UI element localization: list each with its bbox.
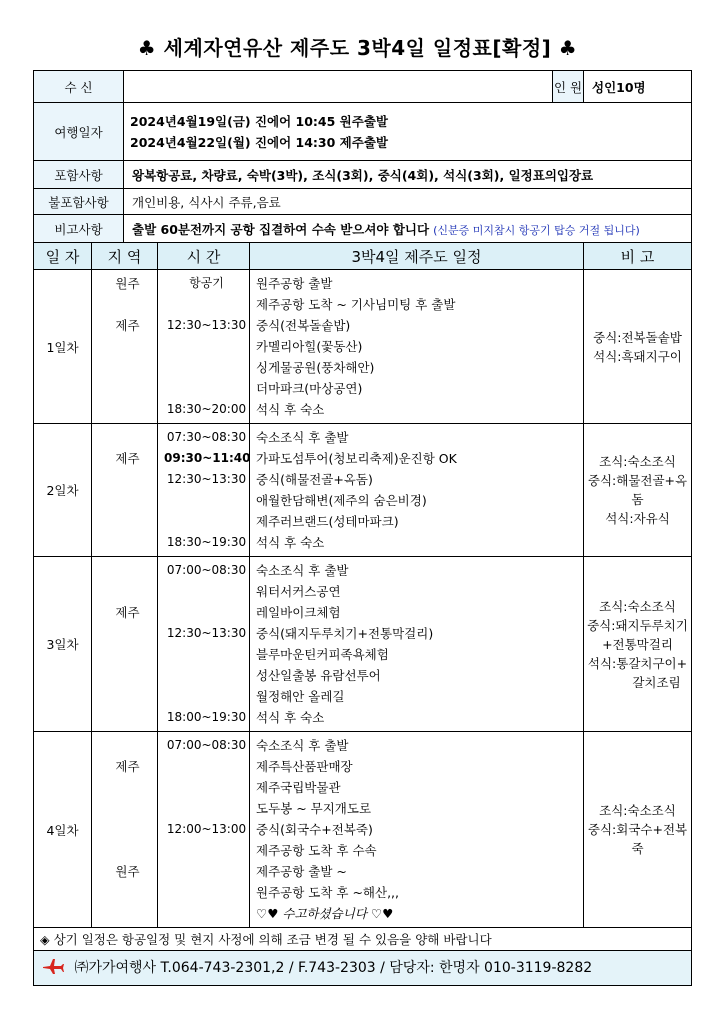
schedule-item: 원주공항 출발 — [256, 276, 333, 291]
remarks-text: 출발 60분전까지 공항 집결하여 수속 받으셔야 합니다 — [132, 221, 430, 237]
included-row — [34, 161, 692, 189]
schedule-item: 중식(회국수+전복죽) — [256, 822, 373, 837]
time-line — [164, 644, 249, 665]
region-line: 제주 — [115, 759, 140, 774]
schedule-item: 제주국립박물관 — [256, 780, 341, 795]
region-line — [98, 427, 157, 448]
region-line — [98, 777, 157, 798]
region-line — [98, 686, 157, 707]
region-line — [98, 378, 157, 399]
time-line — [164, 294, 249, 315]
region-line — [98, 581, 157, 602]
day-remarks — [584, 557, 692, 732]
region-line — [98, 798, 157, 819]
schedule-item: 도두봉 ~ 무지개도로 — [256, 801, 372, 816]
remark-line: 석식:자유식 — [605, 511, 670, 526]
time-line — [164, 686, 249, 707]
region-line — [98, 560, 157, 581]
day-label: 4일차 — [34, 732, 92, 928]
time-line — [164, 777, 249, 798]
people-value: 성인10명 — [584, 71, 692, 103]
day-schedule — [250, 270, 584, 424]
remark-line: 중식:회국수+전복죽 — [587, 822, 688, 856]
col-header-region: 지 역 — [92, 243, 158, 270]
notice-row — [34, 928, 692, 951]
recipient-row — [34, 71, 692, 103]
remark-line: 석식:흑돼지구이 — [593, 348, 682, 364]
schedule-item: 레일바이크체험 — [256, 605, 341, 620]
day-label: 2일차 — [34, 424, 92, 557]
time-line — [164, 336, 249, 357]
region-line: 제주 — [115, 451, 140, 466]
schedule-item: 워터서커스공연 — [256, 584, 341, 599]
day-remarks — [584, 732, 692, 928]
time-line: 12:00~13:00 — [166, 822, 247, 836]
travel-date-line: 2024년4월19일(금) 진에어 10:45 원주출발 — [130, 113, 388, 129]
region-line — [98, 840, 157, 861]
schedule-item: 성산일출봉 유람선투어 — [256, 668, 381, 683]
day-regions — [92, 270, 158, 424]
day-label: 1일차 — [34, 270, 92, 424]
time-line: 18:30~19:30 — [166, 535, 247, 549]
time-line — [164, 511, 249, 532]
schedule-item: 석식 후 숙소 — [256, 535, 325, 550]
remark-line: 조식:숙소조식 — [599, 454, 676, 469]
itinerary-table — [33, 70, 692, 986]
time-line — [164, 840, 249, 861]
day-row — [34, 270, 692, 424]
region-line: 제주 — [115, 318, 140, 333]
remarks-value — [124, 215, 692, 243]
region-line — [98, 903, 157, 924]
day-regions — [92, 424, 158, 557]
schedule-item: 블루마운틴커피족욕체험 — [256, 647, 389, 662]
remark-line: 중식:돼지두루치기 — [587, 617, 688, 633]
region-line — [98, 490, 157, 511]
region-line — [98, 665, 157, 686]
time-line: 18:00~19:30 — [166, 710, 247, 724]
time-line — [164, 581, 249, 602]
day-schedule — [250, 424, 584, 557]
region-line — [98, 532, 157, 553]
excluded-value: 개인비용, 식사시 주류,음료 — [124, 189, 692, 215]
remark-line: 석식:통갈치구이+ — [587, 655, 688, 671]
footer-text: ㈜가가여행사 T.064-743-2301,2 / F.743-2303 / 담당자: 한명자 010-3119-8282 — [74, 960, 593, 976]
region-line — [98, 294, 157, 315]
schedule-item: 중식(전복돌솥밥) — [256, 318, 351, 333]
travel-date-line: 2024년4월22일(월) 진에어 14:30 제주출발 — [130, 134, 388, 150]
time-line — [164, 903, 249, 924]
time-line: 12:30~13:30 — [166, 626, 247, 640]
region-line — [98, 735, 157, 756]
footer — [34, 951, 692, 986]
remarks-row — [34, 215, 692, 243]
day-remarks — [584, 270, 692, 424]
day-row — [34, 424, 692, 557]
schedule-item: 가파도섬투어(청보리축제)운진항 OK — [256, 451, 457, 466]
region-line — [98, 336, 157, 357]
time-line — [164, 490, 249, 511]
day-remarks — [584, 424, 692, 557]
day-times — [158, 424, 250, 557]
travel-date-label: 여행일자 — [34, 103, 124, 161]
time-line: 07:30~08:30 — [166, 430, 247, 444]
notice-text: ◈ 상기 일정은 항공일정 및 현지 사정에 의해 조금 변경 될 수 있음을 양해 바랍니다 — [34, 928, 692, 951]
day-times — [158, 557, 250, 732]
schedule-item: 숙소조식 후 출발 — [256, 563, 349, 578]
travel-dates — [124, 103, 692, 161]
region-line — [98, 469, 157, 490]
region-line: 제주 — [115, 605, 140, 620]
day-row — [34, 732, 692, 928]
time-line — [164, 602, 249, 623]
col-header-remarks: 비 고 — [584, 243, 692, 270]
included-value: 왕복항공료, 차량료, 숙박(3박), 조식(3회), 중식(4회), 석식(3회), 일정표의입장료 — [124, 161, 692, 189]
region-line — [98, 707, 157, 728]
column-header-row — [34, 243, 692, 270]
footer-row — [34, 951, 692, 986]
page-title: ♣ 세계자연유산 제주도 3박4일 일정표[확정] ♣ — [137, 36, 578, 60]
remark-line: 갈치조림 — [632, 674, 681, 690]
excluded-row — [34, 189, 692, 215]
region-line — [98, 882, 157, 903]
schedule-item: 애월한담해변(제주의 숨은비경) — [256, 493, 427, 508]
day-row — [34, 557, 692, 732]
region-line — [98, 511, 157, 532]
schedule-item: 중식(해물전골+옥돔) — [256, 472, 373, 487]
col-header-time: 시 간 — [158, 243, 250, 270]
schedule-item: 중식(돼지두루치기+전통막걸리) — [256, 626, 434, 641]
schedule-item: 제주러브랜드(성테마파크) — [256, 514, 399, 529]
day-schedule — [250, 557, 584, 732]
day-times — [158, 270, 250, 424]
time-line: 09:30~11:40 — [164, 451, 251, 465]
schedule-item: 제주공항 도착 ~ 기사님미팅 후 출발 — [256, 297, 456, 312]
remark-line: 중식:해물전골+옥돔 — [587, 473, 688, 507]
region-line — [98, 644, 157, 665]
time-line: 항공기 — [189, 276, 224, 290]
schedule-item: 제주특산품판매장 — [256, 759, 353, 774]
col-header-day: 일 자 — [34, 243, 92, 270]
airplane-icon — [42, 957, 64, 979]
recipient-value — [124, 71, 553, 103]
time-line: 07:00~08:30 — [166, 738, 247, 752]
recipient-label: 수 신 — [34, 71, 124, 103]
time-line — [164, 756, 249, 777]
schedule-item: 제주공항 도착 후 수속 — [256, 843, 377, 858]
time-line — [164, 798, 249, 819]
remarks-note: (신분증 미지참시 항공기 탑승 거절 됩니다) — [433, 223, 640, 237]
schedule-item: 숙소조식 후 출발 — [256, 738, 349, 753]
schedule-item: 제주공항 출발 ~ — [256, 864, 347, 879]
remark-line: +전통막걸리 — [602, 636, 673, 652]
time-line — [164, 861, 249, 882]
remark-line: 중식:전복돌솥밥 — [593, 329, 682, 345]
time-line: 12:30~13:30 — [166, 318, 247, 332]
day-times — [158, 732, 250, 928]
excluded-label: 불포함사항 — [34, 189, 124, 215]
day-schedule — [250, 732, 584, 928]
schedule-item: 싱게물공원(풍차해안) — [256, 360, 375, 375]
day-label: 3일차 — [34, 557, 92, 732]
day-regions — [92, 557, 158, 732]
region-line: 원주 — [115, 864, 140, 879]
remark-line: 조식:숙소조식 — [599, 598, 676, 614]
time-line — [164, 378, 249, 399]
day-regions — [92, 732, 158, 928]
time-line — [164, 665, 249, 686]
time-line: 18:30~20:00 — [166, 402, 247, 416]
region-line — [98, 623, 157, 644]
schedule-item: 석식 후 숙소 — [256, 402, 325, 417]
region-line — [98, 399, 157, 420]
time-line — [164, 357, 249, 378]
col-header-schedule: 3박4일 제주도 일정 — [250, 243, 584, 270]
people-label: 인 원 — [553, 71, 584, 103]
time-line: 12:30~13:30 — [166, 472, 247, 486]
schedule-item: 원주공항 도착 후 ~해산,,, — [256, 885, 399, 900]
time-line — [164, 882, 249, 903]
included-label: 포함사항 — [34, 161, 124, 189]
region-line — [98, 819, 157, 840]
time-line: 07:00~08:30 — [166, 563, 247, 577]
schedule-item: 숙소조식 후 출발 — [256, 430, 349, 445]
region-line: 원주 — [115, 276, 140, 291]
schedule-item: 석식 후 숙소 — [256, 710, 325, 725]
schedule-item: 월정해안 올레길 — [256, 689, 345, 704]
schedule-item: ♡♥ 수고하셨습니다 ♡♥ — [256, 906, 394, 921]
region-line — [98, 357, 157, 378]
schedule-item: 더마파크(마상공연) — [256, 381, 363, 396]
remarks-label: 비고사항 — [34, 215, 124, 243]
remark-line: 조식:숙소조식 — [599, 803, 676, 818]
schedule-item: 카멜리아힐(꽃동산) — [256, 339, 363, 354]
travel-date-row — [34, 103, 692, 161]
